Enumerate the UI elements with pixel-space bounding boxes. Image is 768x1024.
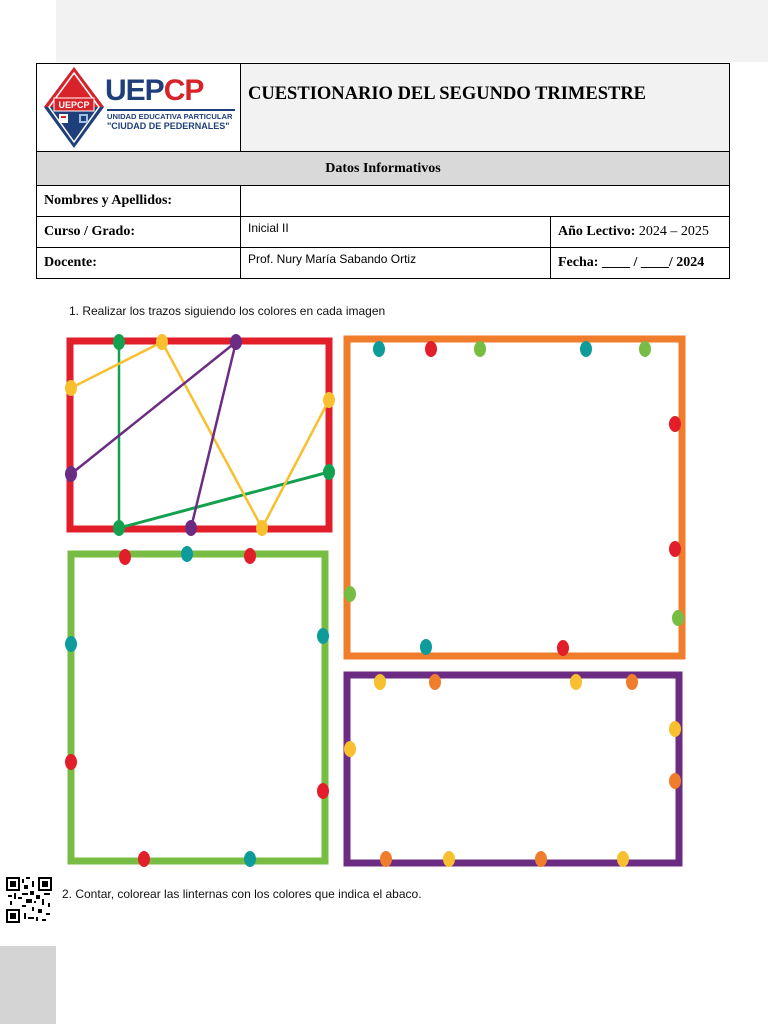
dot-green [474, 341, 486, 357]
dot-green [323, 464, 335, 480]
dot-yellow [344, 741, 356, 757]
dot-teal [580, 341, 592, 357]
dot-red [425, 341, 437, 357]
trace-line-green-diagonal [119, 472, 329, 528]
date-label: Fecha: [558, 255, 599, 270]
year-value: 2024 – 2025 [638, 224, 709, 239]
question-1: 1. Realizar los trazos siguiendo los colores en cada imagen [69, 304, 386, 318]
dot-purple [65, 466, 77, 482]
dot-green [344, 586, 356, 602]
dot-yellow [617, 851, 629, 867]
dot-orange [535, 851, 547, 867]
svg-text:UEPCP: UEPCP [58, 100, 90, 110]
dot-red [669, 416, 681, 432]
dot-red [244, 548, 256, 564]
dot-orange [626, 674, 638, 690]
teacher-label: Docente: [37, 248, 241, 279]
dot-teal [373, 341, 385, 357]
dot-red [557, 640, 569, 656]
trace-line-yellow-2 [162, 342, 262, 528]
dot-yellow [65, 380, 77, 396]
dot-yellow [570, 674, 582, 690]
dot-green [113, 334, 125, 350]
trace-line-purple-1 [71, 342, 236, 474]
trace-line-yellow-3 [262, 400, 329, 528]
date-year: 2024 [676, 255, 705, 270]
brand-wordmark: UEPCP [105, 74, 204, 107]
question-2: 2. Contar, colorear las linternas con los colores que indica el abaco. [62, 887, 422, 901]
dot-green [639, 341, 651, 357]
dot-teal [317, 628, 329, 644]
dot-red [65, 754, 77, 770]
names-label: Nombres y Apellidos: [37, 186, 241, 217]
dot-teal [420, 639, 432, 655]
dot-yellow [669, 721, 681, 737]
dot-yellow [323, 392, 335, 408]
brand-subtitle-2: "CIUDAD DE PEDERNALES" [107, 121, 230, 131]
course-label: Curso / Grado: [37, 217, 241, 248]
dot-red [669, 541, 681, 557]
dot-yellow [374, 674, 386, 690]
dot-orange [429, 674, 441, 690]
dot-red [317, 783, 329, 799]
dot-teal [65, 636, 77, 652]
qr-code-icon [6, 877, 52, 923]
dot-green [672, 610, 684, 626]
dot-red [119, 549, 131, 565]
document-title: CUESTIONARIO DEL SEGUNDO TRIMESTRE [241, 64, 730, 152]
purple-frame [347, 675, 679, 863]
dot-purple [230, 334, 242, 350]
dot-red [138, 851, 150, 867]
dot-green [113, 520, 125, 536]
year-label: Año Lectivo: [558, 224, 636, 239]
dot-teal [244, 851, 256, 867]
orange-frame [347, 339, 682, 656]
dot-yellow [443, 851, 455, 867]
dot-orange [380, 851, 392, 867]
course-value: Inicial II [241, 217, 551, 248]
dot-yellow [256, 520, 268, 536]
dot-yellow [156, 334, 168, 350]
section-title: Datos Informativos [37, 152, 730, 186]
dot-orange [669, 773, 681, 789]
brand-subtitle-1: UNIDAD EDUCATIVA PARTICULAR [107, 112, 233, 121]
dot-teal [181, 546, 193, 562]
dot-purple [185, 520, 197, 536]
green-frame [71, 554, 325, 861]
date-blanks: ____ / ____/ [598, 255, 677, 270]
teacher-value: Prof. Nury María Sabando Ortiz [241, 248, 551, 279]
